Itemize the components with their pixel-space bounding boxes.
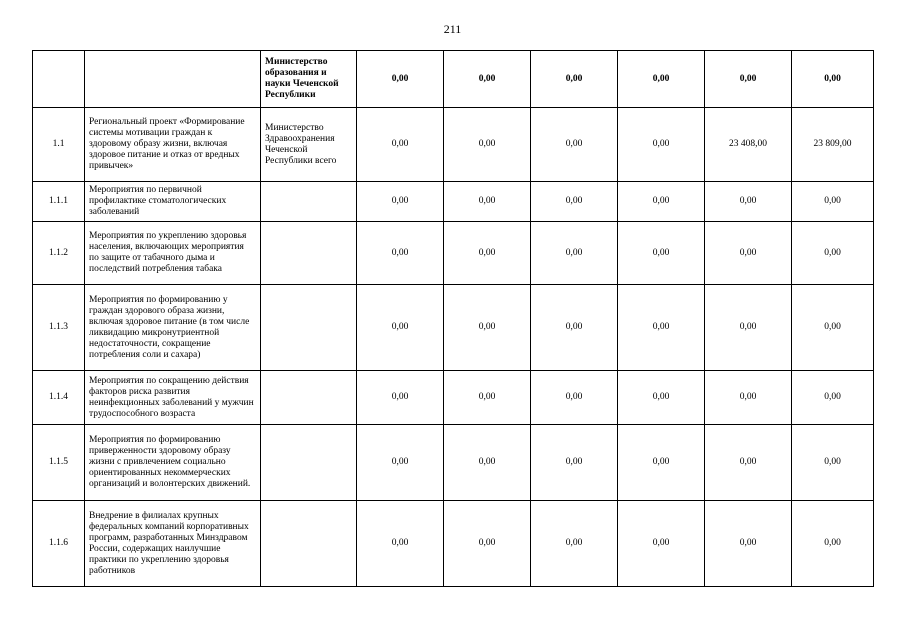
row-value: 0,00 xyxy=(531,182,618,222)
row-value: 0,00 xyxy=(444,371,531,425)
row-code: 1.1.1 xyxy=(33,182,85,222)
row-value: 0,00 xyxy=(444,501,531,587)
row-description xyxy=(85,51,261,108)
row-executor xyxy=(261,501,357,587)
row-value: 0,00 xyxy=(705,501,792,587)
row-value: 0,00 xyxy=(444,108,531,182)
row-executor: Министерство Здравоохранения Чеченской Республики всего xyxy=(261,108,357,182)
row-value: 0,00 xyxy=(792,371,874,425)
row-value: 0,00 xyxy=(444,51,531,108)
row-value: 0,00 xyxy=(444,425,531,501)
row-value: 0,00 xyxy=(444,222,531,285)
row-description: Мероприятия по формированию у граждан здорового образа жизни, включая здоровое питание (в том числе ликвидацию микронутриентной недостаточности, сокращение потребления соли и сахара) xyxy=(85,285,261,371)
row-value: 0,00 xyxy=(618,182,705,222)
row-value: 0,00 xyxy=(618,51,705,108)
row-value: 0,00 xyxy=(357,371,444,425)
row-executor xyxy=(261,222,357,285)
table-row xyxy=(33,371,874,425)
row-value: 0,00 xyxy=(357,425,444,501)
row-value: 0,00 xyxy=(531,285,618,371)
row-value: 23 809,00 xyxy=(792,108,874,182)
table-row xyxy=(33,51,874,108)
row-value: 0,00 xyxy=(792,425,874,501)
row-value: 0,00 xyxy=(792,501,874,587)
row-description: Мероприятия по формированию приверженности здоровому образу жизни с привлечением социально ориентированных некоммерческих организаций и волонтерских движений. xyxy=(85,425,261,501)
row-value: 0,00 xyxy=(357,108,444,182)
table-row xyxy=(33,425,874,501)
row-value: 0,00 xyxy=(357,182,444,222)
row-code xyxy=(33,51,85,108)
row-value: 0,00 xyxy=(444,285,531,371)
row-value: 0,00 xyxy=(705,51,792,108)
row-value: 0,00 xyxy=(705,371,792,425)
row-value: 0,00 xyxy=(531,371,618,425)
row-value: 0,00 xyxy=(444,182,531,222)
row-value: 0,00 xyxy=(705,285,792,371)
row-executor xyxy=(261,425,357,501)
row-description: Мероприятия по сокращению действия факторов риска развития неинфекционных заболеваний у мужчин трудоспособного возраста xyxy=(85,371,261,425)
row-value: 0,00 xyxy=(618,222,705,285)
row-value: 0,00 xyxy=(357,501,444,587)
row-value: 0,00 xyxy=(531,51,618,108)
row-description: Внедрение в филиалах крупных федеральных компаний корпоративных программ, разработанных Минздравом России, содержащих наилучшие практики по укреплению здоровья работников xyxy=(85,501,261,587)
row-value: 0,00 xyxy=(618,425,705,501)
row-value: 0,00 xyxy=(705,425,792,501)
budget-table xyxy=(32,50,874,587)
row-value: 0,00 xyxy=(792,51,874,108)
table-row xyxy=(33,501,874,587)
row-value: 23 408,00 xyxy=(705,108,792,182)
table-row xyxy=(33,108,874,182)
row-value: 0,00 xyxy=(618,108,705,182)
row-executor xyxy=(261,182,357,222)
row-code: 1.1 xyxy=(33,108,85,182)
row-value: 0,00 xyxy=(705,182,792,222)
row-executor: Министерство образования и науки Чеченской Республики xyxy=(261,51,357,108)
row-code: 1.1.6 xyxy=(33,501,85,587)
row-executor xyxy=(261,285,357,371)
page-number: 211 xyxy=(443,22,462,36)
row-description: Региональный проект «Формирование системы мотивации граждан к здоровому образу жизни, включая здоровое питание и отказ от вредных привычек» xyxy=(85,108,261,182)
row-code: 1.1.5 xyxy=(33,425,85,501)
row-value: 0,00 xyxy=(705,222,792,285)
table-row xyxy=(33,222,874,285)
table-row xyxy=(33,182,874,222)
row-value: 0,00 xyxy=(792,182,874,222)
row-executor xyxy=(261,371,357,425)
row-value: 0,00 xyxy=(531,501,618,587)
row-value: 0,00 xyxy=(618,285,705,371)
table-row xyxy=(33,285,874,371)
row-description: Мероприятия по первичной профилактике стоматологических заболеваний xyxy=(85,182,261,222)
row-code: 1.1.3 xyxy=(33,285,85,371)
row-value: 0,00 xyxy=(357,222,444,285)
row-value: 0,00 xyxy=(792,222,874,285)
row-value: 0,00 xyxy=(531,222,618,285)
row-value: 0,00 xyxy=(531,425,618,501)
row-value: 0,00 xyxy=(792,285,874,371)
row-value: 0,00 xyxy=(618,371,705,425)
row-value: 0,00 xyxy=(618,501,705,587)
row-value: 0,00 xyxy=(357,51,444,108)
row-value: 0,00 xyxy=(357,285,444,371)
row-description: Мероприятия по укреплению здоровья населения, включающих мероприятия по защите от табачного дыма и последствий потребления табака xyxy=(85,222,261,285)
row-value: 0,00 xyxy=(531,108,618,182)
row-code: 1.1.4 xyxy=(33,371,85,425)
row-code: 1.1.2 xyxy=(33,222,85,285)
